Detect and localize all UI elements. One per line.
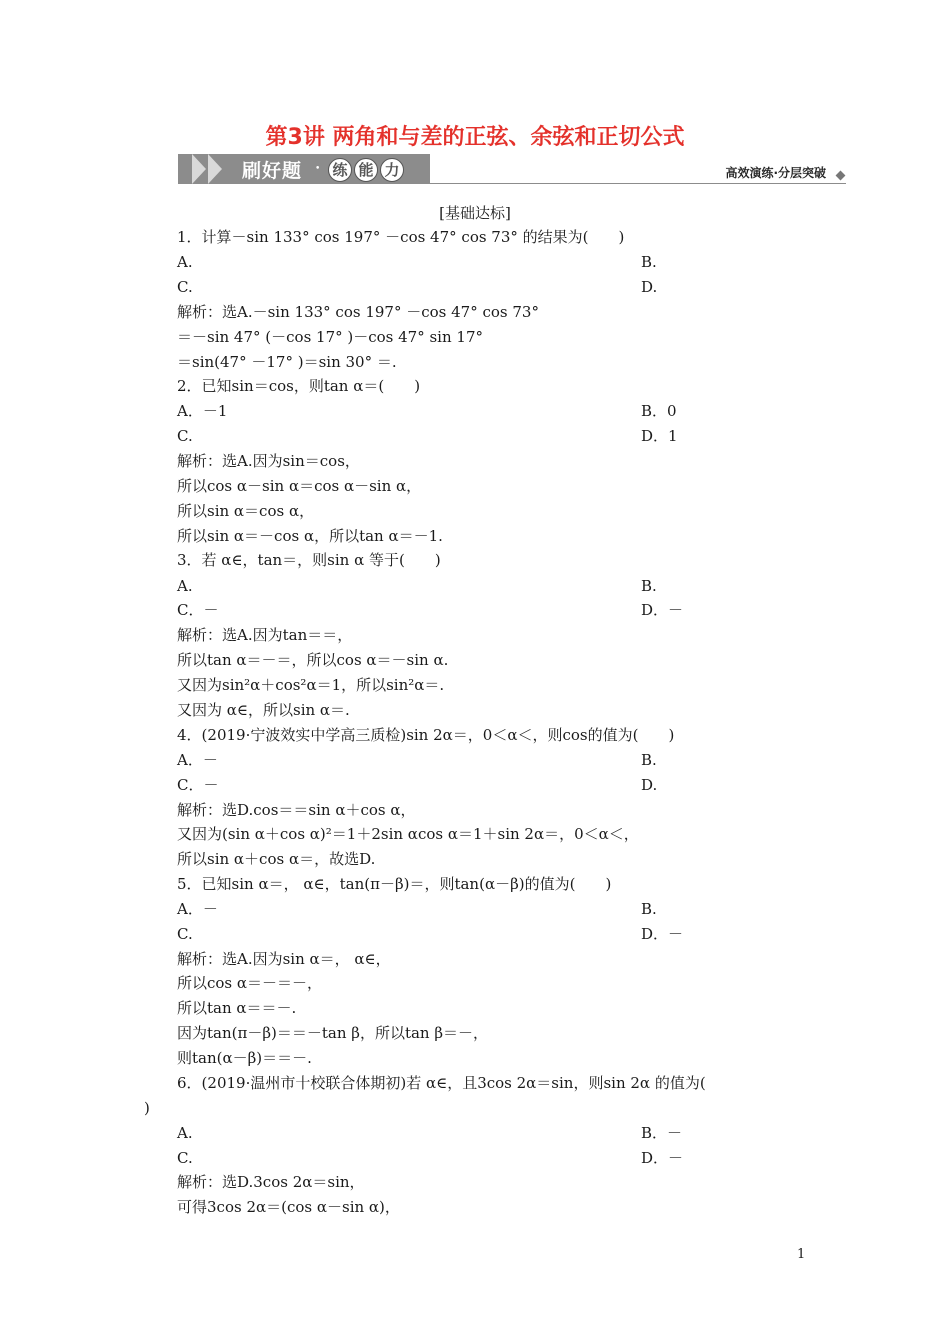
option-right: B. (641, 900, 657, 918)
page-number: 1 (797, 1247, 806, 1262)
text-line: ＝sin(47° －17° )＝sin 30° ＝. (177, 353, 397, 371)
text-line: 则tan(α－β)＝＝－. (177, 1049, 312, 1067)
text-line: 解析：选A.因为sin α＝， α∈， (177, 950, 391, 968)
diamond-icon (836, 171, 846, 181)
banner-subtitle: 高效演练·分层突破 (725, 166, 826, 180)
text-line: 所以cos α－sin α＝cos α－sin α， (177, 477, 422, 495)
banner-badge: 练 (328, 158, 352, 182)
text-line: 又因为 α∈，所以sin α＝. (177, 701, 350, 719)
text-line: A. (177, 1124, 193, 1142)
banner-label: 刷好题 (242, 160, 303, 182)
text-line: C. (177, 427, 193, 445)
section-heading: [基础达标] (439, 204, 511, 222)
text-line: A. (177, 577, 193, 595)
option-right: B. (641, 253, 657, 271)
text-line: 3．若 α∈，tan＝，则sin α 等于( ) (177, 551, 441, 569)
text-line: A．－ (177, 900, 218, 918)
option-right: D. (641, 776, 658, 794)
text-line: 可得3cos 2α＝(cos α－sin α)， (177, 1198, 400, 1216)
text-line: C．－ (177, 776, 219, 794)
chevron-right-icon (208, 154, 222, 184)
banner-dot: • (315, 164, 321, 174)
text-line: 解析：选A.因为tan＝＝， (177, 626, 353, 644)
text-line: 因为tan(π－β)＝＝－tan β，所以tan β＝－， (177, 1024, 489, 1042)
option-right: D. (641, 278, 658, 296)
text-line: 4．(2019·宁波效实中学高三质检)sin 2α＝，0＜α＜，则cos的值为( ) (177, 726, 675, 744)
text-line: A. (177, 253, 193, 271)
option-right: D．－ (641, 1149, 684, 1167)
banner-badge: 能 (354, 158, 378, 182)
text-line: 所以cos α＝－＝－， (177, 974, 323, 992)
section-banner (178, 152, 846, 186)
text-line: 又因为sin²α＋cos²α＝1，所以sin²α＝. (177, 676, 445, 694)
page-title: 第3讲 两角和与差的正弦、余弦和正切公式 (265, 125, 685, 150)
text-line: ＝－sin 47° (－cos 17° )－cos 47° sin 17° (177, 328, 483, 346)
text-line: C. (177, 278, 193, 296)
text-line: 所以tan α＝－＝，所以cos α＝－sin α. (177, 651, 449, 669)
text-line: 所以sin α＝cos α， (177, 502, 315, 520)
option-right: D．1 (641, 427, 678, 445)
text-line: 所以sin α＝－cos α，所以tan α＝－1. (177, 527, 443, 545)
banner-badge: 力 (380, 158, 404, 182)
text-line: 5．已知sin α＝， α∈，tan(π－β)＝，则tan(α－β)的值为( ) (177, 875, 612, 893)
chevron-right-icon (192, 154, 206, 184)
option-right: D．－ (641, 925, 684, 943)
option-right: B．0 (641, 402, 677, 420)
text-line: C. (177, 1149, 193, 1167)
option-right: B. (641, 751, 657, 769)
text-line: 所以tan α＝＝－. (177, 999, 297, 1017)
text-line: 所以sin α＋cos α＝，故选D. (177, 850, 376, 868)
option-right: D．－ (641, 601, 684, 619)
text-line: 2．已知sin＝cos，则tan α＝( ) (177, 377, 421, 395)
text-line: C. (177, 925, 193, 943)
text-line: ) (144, 1099, 150, 1117)
text-line: 6．(2019·温州市十校联合体期初)若 α∈，且3cos 2α＝sin，则sin 2α 的值为( (177, 1074, 706, 1092)
text-line: 解析：选A.因为sin＝cos， (177, 452, 360, 470)
text-line: 解析：选D.3cos 2α＝sin， (177, 1173, 365, 1191)
banner-rule (428, 183, 846, 184)
text-line: 又因为(sin α＋cos α)²＝1＋2sin αcos α＝1＋sin 2α＝，0＜α＜， (177, 825, 639, 843)
text-line: 1．计算－sin 133° cos 197° －cos 47° cos 73° 的结果为( ) (177, 228, 625, 246)
text-line: A．－1 (177, 402, 228, 420)
text-line: A．－ (177, 751, 218, 769)
option-right: B．－ (641, 1124, 683, 1142)
text-line: C．－ (177, 601, 219, 619)
text-line: 解析：选D.cos＝＝sin α＋cos α， (177, 801, 416, 819)
text-line: 解析：选A.－sin 133° cos 197° －cos 47° cos 73° (177, 303, 539, 321)
option-right: B. (641, 577, 657, 595)
